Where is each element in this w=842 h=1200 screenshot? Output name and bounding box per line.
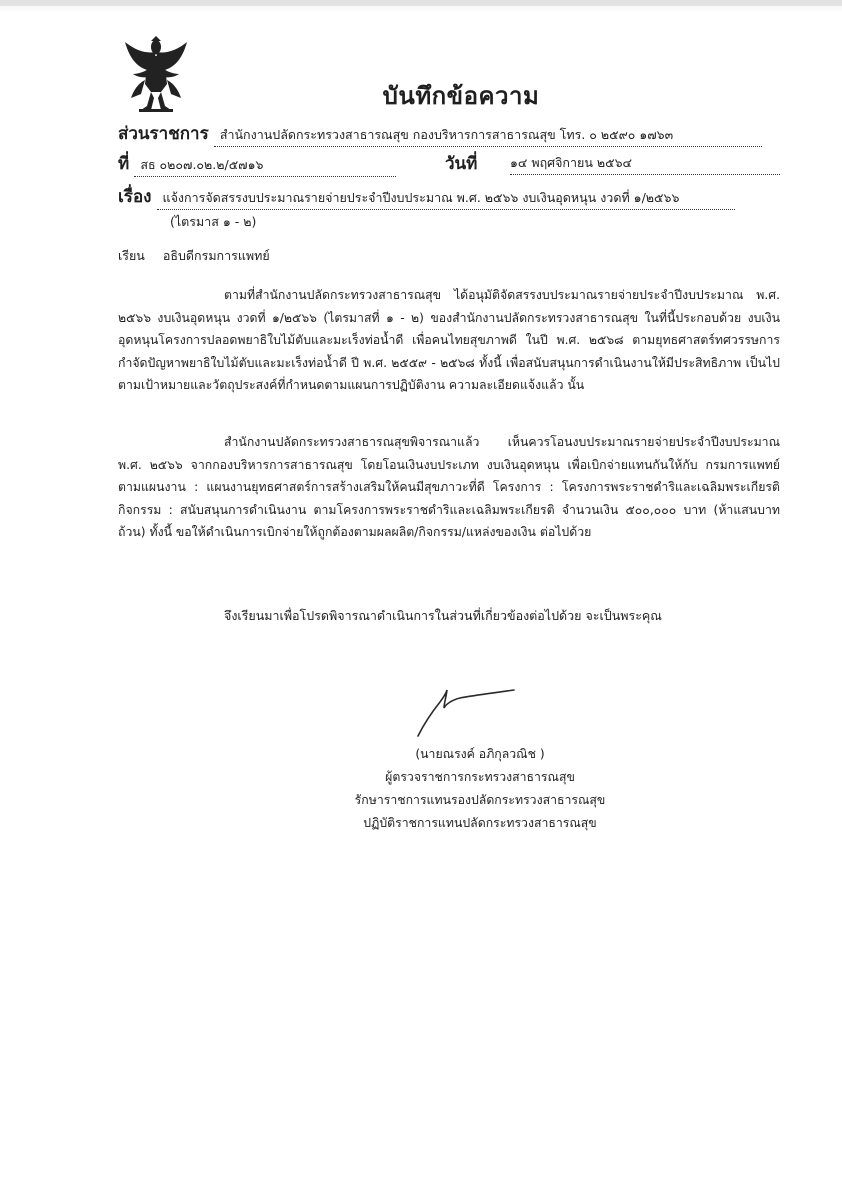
closing-sentence: จึงเรียนมาเพื่อโปรดพิจารณาดำเนินการในส่วนที่เกี่ยวข้องต่อไปด้วย จะเป็นพระคุณ	[224, 608, 662, 623]
document-number-row	[118, 150, 396, 177]
document-number-value: สธ ๐๒๐๗.๐๒.๒/๕๗๑๖	[134, 155, 396, 177]
subject-value-line2: (ไตรมาส ๑ - ๒)	[170, 214, 257, 229]
document-number-label: ที่	[118, 154, 130, 174]
salutation-label: เรียน	[118, 248, 145, 263]
signatory-name: (นายณรงค์ อภิกุลวณิช )	[415, 747, 545, 761]
signatory-title-1: ผู้ตรวจราชการกระทรวงสาธารณสุข	[385, 770, 575, 784]
signatory-title-3: ปฏิบัติราชการแทนปลัดกระทรวงสาธารณสุข	[363, 816, 597, 830]
body-paragraph-2: สำนักงานปลัดกระทรวงสาธารณสุขพิจารณาแล้ว เห็นควรโอนงบประมาณรายจ่ายประจำปีงบประมาณ พ.ศ. ๒๕๖๖ จากกองบริหารการสาธารณสุข โดยโอนเงินงบประเภท งบเงินอุดหนุน เพื่อเบิกจ่ายแทนกันให้กับ กรมการแพทย์ ตามแผนงาน : แผนงานยุทธศาสตร์การสร้างเสริมให้คนมีสุขภาวะที่ดี โครงการ : โครงการพระราชดำริและเฉลิมพระเกียรติ กิจกรรม : สนับสนุนการดำเนินงาน ตามโครงการพระราชดำริและเฉลิมพระเกียรติ จำนวนเงิน ๕๐๐,๐๐๐ บาท (ห้าแสนบาทถ้วน) ทั้งนี้ ขอให้ดำเนินการเบิกจ่ายให้ถูกต้องตามผลผลิต/กิจกรรม/แหล่งของเงิน ต่อไปด้วย	[118, 435, 780, 539]
salutation	[118, 246, 270, 266]
signatory-title-2: รักษาราชการแทนรองปลัดกระทรวงสาธารณสุข	[354, 793, 606, 807]
scan-edge	[0, 0, 842, 6]
agency-value: สำนักงานปลัดกระทรวงสาธารณสุข กองบริหารการสาธารณสุข โทร. ๐ ๒๕๙๐ ๑๗๖๓	[214, 125, 762, 147]
subject-value: แจ้งการจัดสรรงบประมาณรายจ่ายประจำปีงบประมาณ พ.ศ. ๒๕๖๖ งบเงินอุดหนุน งวดที่ ๑/๒๕๖๖	[157, 188, 735, 210]
salutation-recipient: อธิบดีกรมการแพทย์	[162, 248, 270, 263]
page-title: บันทึกข้อความ	[382, 82, 540, 110]
date-value: ๑๔ พฤศจิกายน ๒๕๖๔	[510, 153, 780, 175]
agency-row	[118, 120, 762, 147]
subject-label: เรื่อง	[118, 187, 152, 207]
date-label: วันที่	[445, 154, 478, 174]
body-paragraph-1: ตามที่สำนักงานปลัดกระทรวงสาธารณสุข ได้อนุมัติจัดสรรงบประมาณรายจ่ายประจำปีงบประมาณ พ.ศ. ๒๕๖๖ งบเงินอุดหนุน งวดที่ ๑/๒๕๖๖ (ไตรมาสที่ ๑ - ๒) ของสำนักงานปลัดกระทรวงสาธารณสุข ในที่นี้ประกอบด้วย งบเงินอุดหนุนโครงการปลอดพยาธิใบไม้ตับและมะเร็งท่อน้ำดี เพื่อคนไทยสุขภาพดี ในปี พ.ศ. ๒๕๖๘ ตามยุทธศาสตร์ทศวรรษการกำจัดปัญหาพยาธิใบไม้ตับและมะเร็งท่อน้ำดี ปี พ.ศ. ๒๕๕๙ - ๒๕๖๘ ทั้งนี้ เพื่อสนับสนุนการดำเนินงานให้มีประสิทธิภาพ เป็นไปตามเป้าหมายและวัตถุประสงค์ที่กำหนดตามแผนการปฏิบัติงาน ความละเอียดแจ้งแล้ว นั้น	[118, 288, 780, 392]
handwritten-signature-icon	[410, 680, 520, 740]
subject-row	[118, 183, 735, 210]
agency-label: ส่วนราชการ	[118, 124, 209, 144]
